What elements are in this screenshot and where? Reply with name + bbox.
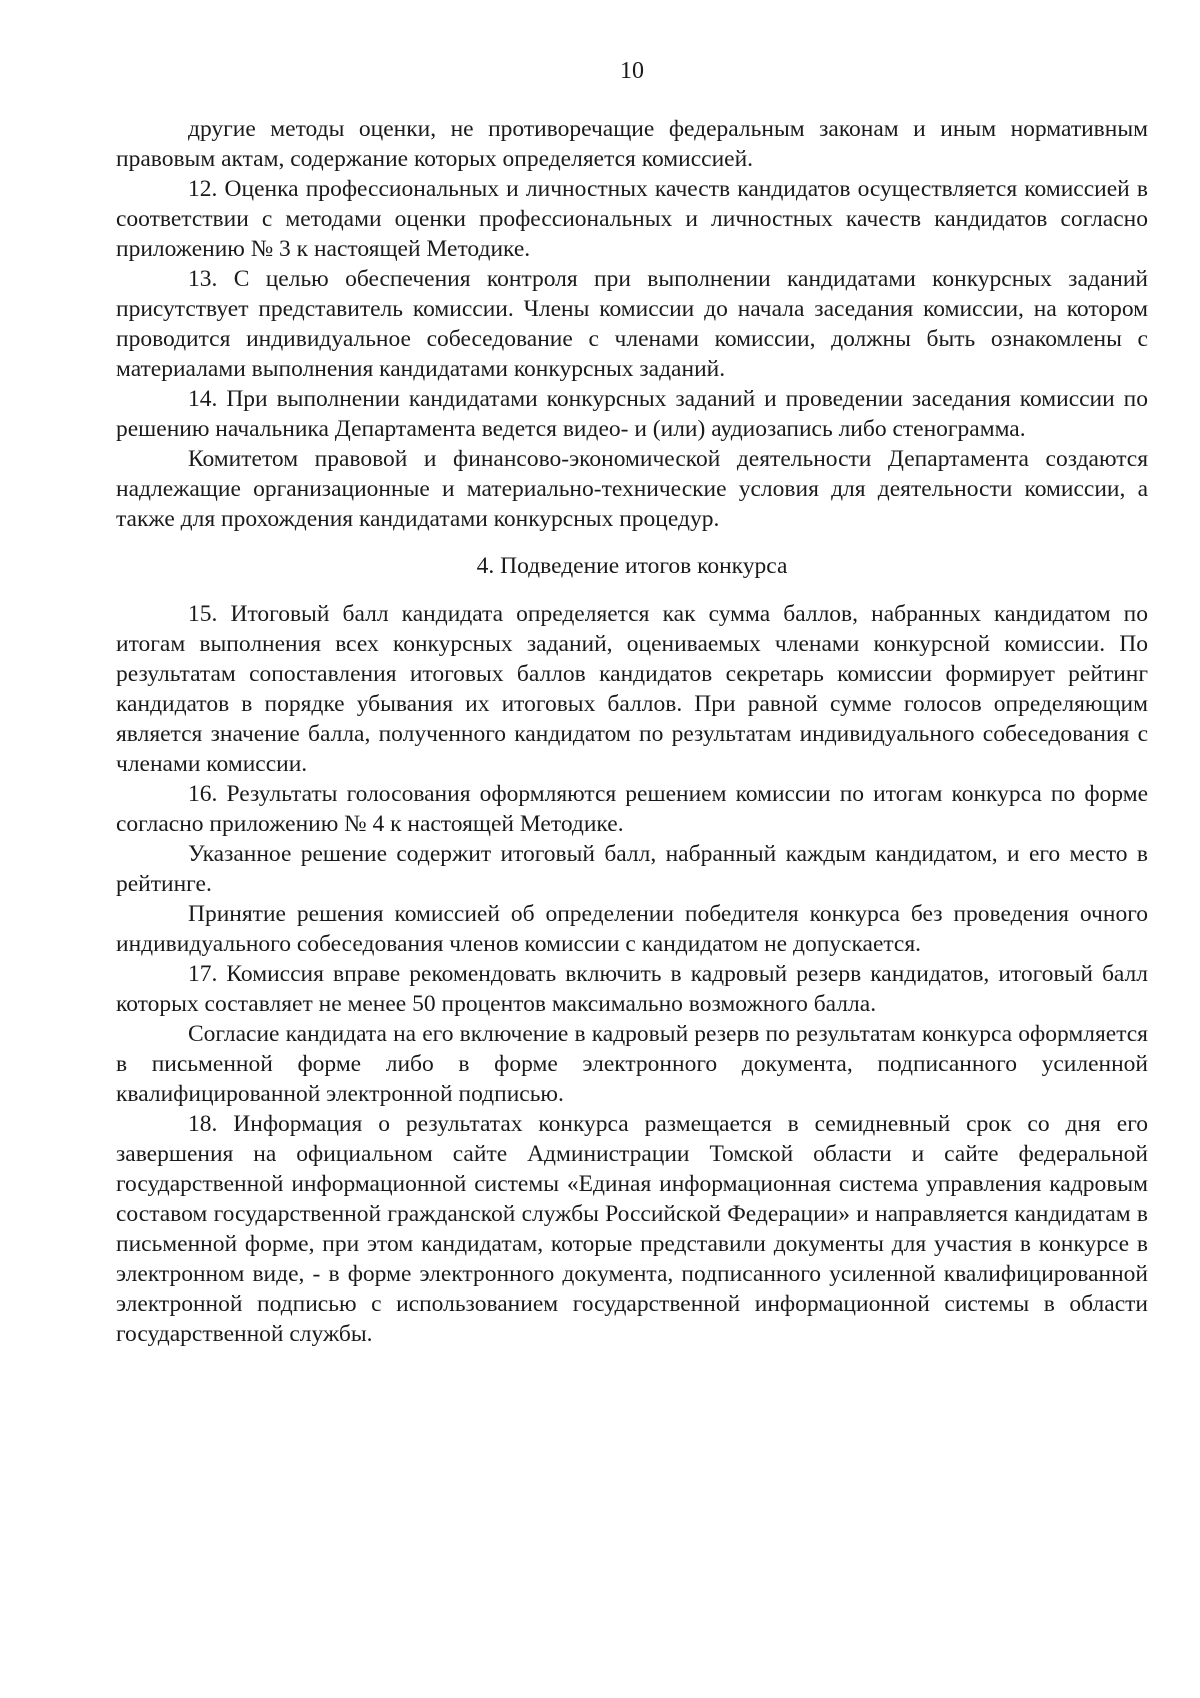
paragraph-15: 15. Итоговый балл кандидата определяется как сумма баллов, набранных кандидатом по итогам выполнения всех конкурсных заданий, оцениваемых членами конкурсной комиссии. По результатам сопоставления итоговых баллов кандидатов секретарь комиссии формирует рейтинг кандидатов в порядке убывания их итоговых баллов. При равной сумме голосов определяющим является значение балла, полученного кандидатом по результатам индивидуального собеседования с членами комиссии. bbox=[116, 601, 1148, 777]
paragraph-decision-contents: Указанное решение содержит итоговый балл, набранный каждым кандидатом, и его место в рейтинге. bbox=[116, 841, 1148, 897]
page-number: 10 bbox=[620, 58, 644, 84]
document-body bbox=[116, 114, 1148, 1349]
paragraph-16: 16. Результаты голосования оформляются решением комиссии по итогам конкурса по форме согласно приложению № 4 к настоящей Методике. bbox=[116, 781, 1148, 837]
paragraph-14: 14. При выполнении кандидатами конкурсных заданий и проведении заседания комиссии по решению начальника Департамента ведется видео- и (или) аудиозапись либо стенограмма. bbox=[116, 386, 1148, 442]
paragraph-17: 17. Комиссия вправе рекомендовать включить в кадровый резерв кандидатов, итоговый балл которых составляет не менее 50 процентов максимально возможного балла. bbox=[116, 961, 1148, 1017]
paragraph-12: 12. Оценка профессиональных и личностных качеств кандидатов осуществляется комиссией в соответствии с методами оценки профессиональных и личностных качеств кандидатов согласно приложению № 3 к настоящей Методике. bbox=[116, 176, 1148, 262]
paragraph-continuation: другие методы оценки, не противоречащие федеральным законам и иным нормативным правовым актам, содержание которых определяется комиссией. bbox=[116, 116, 1148, 172]
paragraph-reserve-consent: Согласие кандидата на его включение в кадровый резерв по результатам конкурса оформляется в письменной форме либо в форме электронного документа, подписанного усиленной квалифицированной электронной подписью. bbox=[116, 1021, 1148, 1107]
paragraph-13: 13. С целью обеспечения контроля при выполнении кандидатами конкурсных заданий присутствует представитель комиссии. Члены комиссии до начала заседания комиссии, на котором проводится индивидуальное собеседование с членами комиссии, должны быть ознакомлены с материалами выполнения кандидатами конкурсных заданий. bbox=[116, 266, 1148, 382]
paragraph-committee-conditions: Комитетом правовой и финансово-экономической деятельности Департамента создаются надлежащие организационные и материально-технические условия для деятельности комиссии, а также для прохождения кандидатами конкурсных процедур. bbox=[116, 446, 1148, 532]
section-heading: 4. Подведение итогов конкурса bbox=[476, 553, 788, 579]
paragraph-18: 18. Информация о результатах конкурса размещается в семидневный срок со дня его завершения на официальном сайте Администрации Томской области и сайте федеральной государственной информационной системы «Единая информационная система управления кадровым составом государственной гражданской службы Российской Федерации» и направляется кандидатам в письменной форме, при этом кандидатам, которые представили документы для участия в конкурсе в электронном виде, - в форме электронного документа, подписанного усиленной квалифицированной электронной подписью с использованием государственной информационной системы в области государственной службы. bbox=[116, 1111, 1148, 1347]
paragraph-decision-without-interview: Принятие решения комиссией об определении победителя конкурса без проведения очного индивидуального собеседования членов комиссии с кандидатом не допускается. bbox=[116, 901, 1148, 957]
